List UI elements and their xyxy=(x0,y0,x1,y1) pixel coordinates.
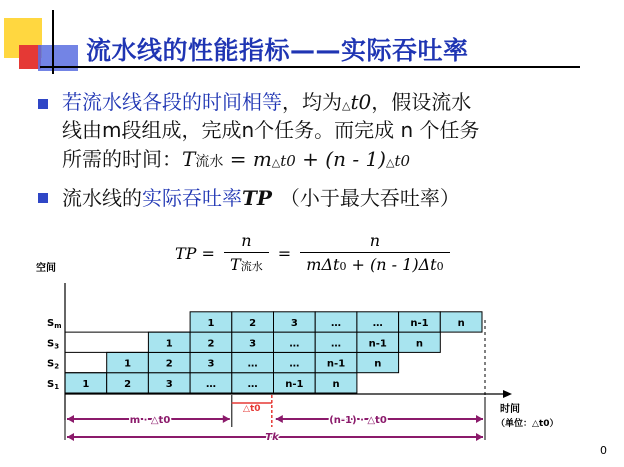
den2-sub-2: 0 xyxy=(436,260,444,273)
cell-label-s0-2: 3 xyxy=(165,378,173,390)
cell-label-s1-3: … xyxy=(247,358,258,370)
plus-n-minus-1: + (n - 1) xyxy=(295,147,386,171)
highlight-actual-throughput: 实际吞吐率 xyxy=(142,186,242,210)
x-axis-arrow xyxy=(503,390,512,398)
cell-label-s1-2: 3 xyxy=(207,358,215,370)
slide-title: 流水线的性能指标——实际吞吐率 xyxy=(86,36,469,65)
cell-label-s3-1: 2 xyxy=(249,317,257,329)
text-pipeline: 流水线的 xyxy=(62,186,142,210)
cell-label-s0-5: n-1 xyxy=(285,378,304,390)
dim-first-label: m · △t0 xyxy=(129,415,171,426)
formula-equals: = xyxy=(277,244,292,263)
dim-first-left-head xyxy=(67,415,74,423)
cell-label-s2-3: … xyxy=(289,338,300,350)
cell-label-s0-1: 2 xyxy=(124,378,132,390)
text-less-than-max: （小于最大吞吐率） xyxy=(279,186,460,210)
dim-total-right-head xyxy=(476,433,483,441)
stage-label-0: $S_1$ xyxy=(47,378,60,391)
delta-symbol: △ xyxy=(342,99,351,112)
fraction-1-numerator: n xyxy=(224,232,269,253)
cell-label-s2-4: … xyxy=(331,338,342,350)
T-subscript: 流水 xyxy=(195,154,224,170)
den1-subscript: 流水 xyxy=(240,260,263,273)
dim-total-left-head xyxy=(67,433,74,441)
t0-symbol: t0 xyxy=(350,90,372,114)
t0-symbol-3: t0 xyxy=(394,152,411,170)
stage-label-2: $S_3$ xyxy=(47,338,60,351)
dim-rest-right-head xyxy=(476,415,483,423)
cell-label-s0-3: … xyxy=(205,378,216,390)
y-axis-label: 空间 xyxy=(36,263,56,274)
cell-label-s2-6: n xyxy=(415,338,424,350)
stage-label-3: $S_m$ xyxy=(47,317,62,330)
dim-total-label: Tk xyxy=(265,432,279,443)
den2-a: mΔt xyxy=(306,255,340,274)
cell-label-s2-5: n-1 xyxy=(368,338,387,350)
cell-label-s2-1: 2 xyxy=(207,338,215,350)
t0-symbol-2: t0 xyxy=(280,152,296,170)
dim-rest-left-head xyxy=(276,415,283,423)
delta-symbol-3: △ xyxy=(385,156,395,169)
dim-first-right-head xyxy=(223,415,230,423)
cell-label-s3-5: n-1 xyxy=(410,317,429,329)
cell-label-s0-6: n xyxy=(332,378,340,390)
cell-label-s0-4: … xyxy=(247,378,258,390)
unit-label: （单位：△t0） xyxy=(496,419,559,429)
eq-m: = m xyxy=(223,147,272,171)
cell-label-s2-0: 1 xyxy=(165,338,173,350)
cell-label-s3-0: 1 xyxy=(207,317,215,329)
cell-label-s3-4: … xyxy=(372,317,383,329)
cell-label-s3-2: 3 xyxy=(290,317,298,329)
stage-label-1: $S_2$ xyxy=(47,358,60,371)
text-time-needed: 所需的时间： xyxy=(62,147,182,171)
x-axis-label: 时间 xyxy=(500,404,520,415)
cell-label-s1-1: 2 xyxy=(165,358,173,370)
cell-label-s1-4: … xyxy=(289,358,300,370)
delta-symbol-2: △ xyxy=(271,156,281,169)
text-each: ，均为 xyxy=(282,90,342,114)
formula-lhs: TP = xyxy=(175,244,215,263)
dim-rest-label: (n-1) · △t0 xyxy=(329,415,387,426)
bullet-1-line-2: 线由m段组成，完成n个任务。而完成 n 个任务 xyxy=(62,118,480,142)
den1-T: T xyxy=(230,255,241,274)
TP-symbol: TP xyxy=(242,186,272,210)
cell-label-s2-2: 3 xyxy=(249,338,257,350)
den2-b: + (n - 1)Δt xyxy=(346,255,437,274)
fraction-2-numerator: n xyxy=(300,232,449,253)
den2-sub-1: 0 xyxy=(339,260,347,273)
page-number: 0 xyxy=(600,444,607,457)
cell-label-s1-0: 1 xyxy=(124,358,132,370)
cell-label-s1-5: n-1 xyxy=(326,358,346,370)
cell-label-s0-0: 1 xyxy=(82,378,90,390)
dim-unit-label: △t0 xyxy=(243,404,261,414)
text-assume: ，假设流水 xyxy=(371,90,472,114)
highlight-equal-times: 若流水线各段的时间相等 xyxy=(62,90,282,114)
T-symbol: T xyxy=(182,147,196,171)
cell-label-s3-3: … xyxy=(331,317,342,329)
cell-label-s3-6: n xyxy=(457,317,465,329)
cell-label-s1-6: n xyxy=(374,358,382,370)
